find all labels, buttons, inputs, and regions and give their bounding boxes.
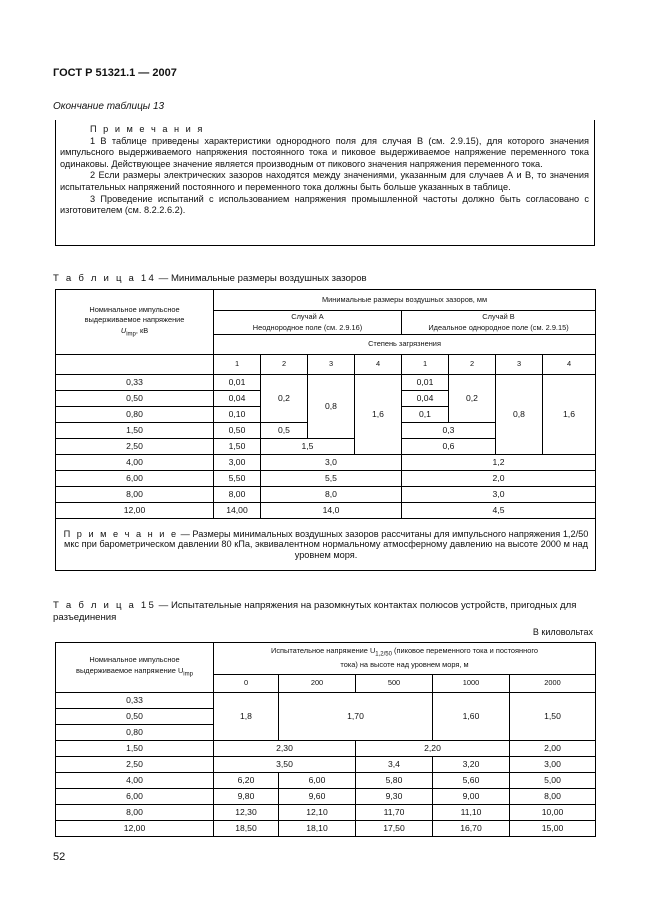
voltage-header: Номинальное импульсное выдерживаемое напряжение $U_{imp}$ <box>56 643 214 693</box>
table-row: 1,50 0,50 0,5 0,3 <box>56 423 596 439</box>
table14-caption: Т а б л и ц а 14 — Минимальные размеры воздушных зазоров <box>53 273 367 284</box>
test-voltage-header: Испытательное напряжение $U_{1,2/50}$ (пиковое переменного тока и постоянного тока) на высоте над уровнем моря, м <box>214 643 596 675</box>
table14-note: П р и м е ч а н и е — Размеры минимальных воздушных зазоров рассчитаны для импульсного напряжения 1,2/50 мкс при барометрическом давлении 80 кПа, эквивалентном нормальному атмосферному давлению на высоте 2000 м над уровнем моря. <box>56 519 596 571</box>
alt-1000: 1000 <box>433 675 510 693</box>
table-row: 8,00 12,30 12,10 11,70 11,10 10,00 <box>56 805 596 821</box>
units-label: В киловольтах <box>532 627 593 637</box>
table-row: 12,00 18,50 18,10 17,50 16,70 15,00 <box>56 821 596 837</box>
note-2: 2 Если размеры электрических зазоров находятся между значениями, указанным для случаев А и В, то значения испытательных напряжений постоянного и переменного тока должны быть больше указанных в таблице. <box>60 170 589 192</box>
table-row: 6,00 9,80 9,60 9,30 9,00 8,00 <box>56 789 596 805</box>
note-1: 1 В таблице приведены характеристики однородного поля для случая В (см. 2.9.15), для которого значения импульсного выдерживаемого напряжения постоянного тока и пиковое выдерживаемое напряжение переменного тока одинаковы. Действующее значение является производным от пикового значения напряжения переменного тока. <box>60 135 589 169</box>
case-a-header: Случай А Неоднородное поле (см. 2.9.16) <box>214 311 402 335</box>
table-row: 0,33 1,8 1,70 1,60 1,50 <box>56 693 596 709</box>
standard-header: ГОСТ Р 51321.1 — 2007 <box>53 67 177 79</box>
voltage-header: Номинальное импульсное выдерживаемое напряжение $U_{imp}$, кВ <box>56 290 214 355</box>
table-row: 12,00 14,00 14,0 4,5 <box>56 503 596 519</box>
note-3: 3 Проведение испытаний с использованием напряжения промышленной частоты должно быть согласовано с изготовителем (см. 8.2.2.6.2). <box>60 193 589 216</box>
alt-200: 200 <box>279 675 356 693</box>
table15-caption: Т а б л и ц а 15 — Испытательные напряжения на разомкнутых контактах полюсов устройств, пригодных для разъединения <box>53 600 577 623</box>
table-row: 0,80 0,10 0,1 <box>56 407 596 423</box>
degree-b3: 3 <box>496 355 543 375</box>
page-number: 52 <box>53 851 66 863</box>
table-row: 0,33 0,01 0,2 0,8 1,6 0,01 0,2 0,8 1,6 <box>56 375 596 391</box>
table-row: 8,00 8,00 8,0 3,0 <box>56 487 596 503</box>
table-row: 2,50 3,50 3,4 3,20 3,00 <box>56 757 596 773</box>
degree-a1: 1 <box>214 355 261 375</box>
alt-500: 500 <box>356 675 433 693</box>
alt-2000: 2000 <box>510 675 596 693</box>
table-row: 0,50 <box>56 709 596 725</box>
degree-a4: 4 <box>355 355 402 375</box>
pollution-header: Степень загрязнения <box>214 335 596 355</box>
table-continuation-label: Окончание таблицы 13 <box>53 101 165 112</box>
table-row: 0,50 0,04 0,04 <box>56 391 596 407</box>
table14 <box>55 289 596 571</box>
table-row: 2,50 1,50 1,5 0,6 <box>56 439 596 455</box>
degree-b4: 4 <box>543 355 596 375</box>
table-row: 0,80 <box>56 725 596 741</box>
table-row: 4,00 6,20 6,00 5,80 5,60 5,00 <box>56 773 596 789</box>
degree-b2: 2 <box>449 355 496 375</box>
table-row: 6,00 5,50 5,5 2,0 <box>56 471 596 487</box>
min-clearance-header: Минимальные размеры воздушных зазоров, мм <box>214 290 596 311</box>
degree-a2: 2 <box>261 355 308 375</box>
notes-title: П р и м е ч а н и я <box>90 124 205 134</box>
degree-a3: 3 <box>308 355 355 375</box>
table-row: 4,00 3,00 3,0 1,2 <box>56 455 596 471</box>
table-row: 1,50 2,30 2,20 2,00 <box>56 741 596 757</box>
alt-0: 0 <box>214 675 279 693</box>
table15 <box>55 642 596 837</box>
table13-notes <box>55 120 595 246</box>
degree-b1: 1 <box>402 355 449 375</box>
case-b-header: Случай В Идеальное однородное поле (см. 2.9.15) <box>402 311 596 335</box>
